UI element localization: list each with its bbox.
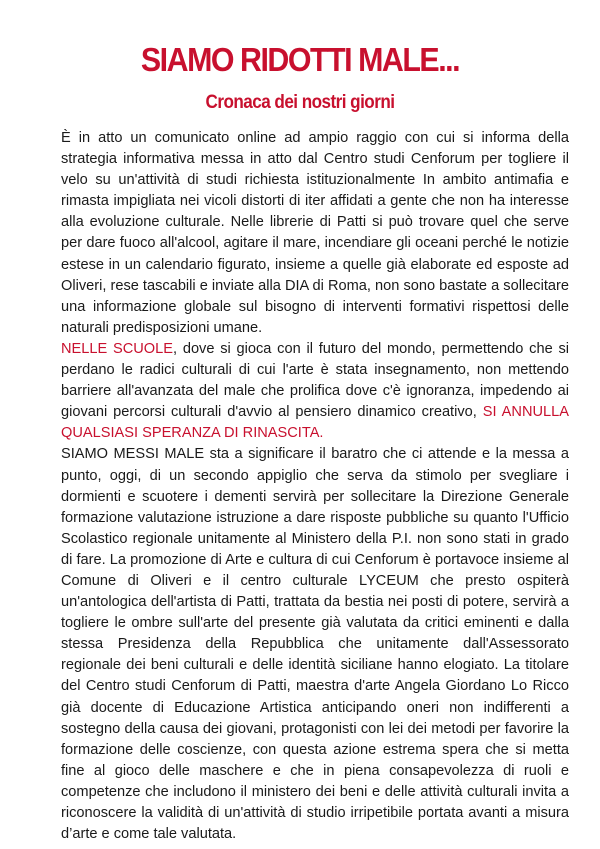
- document-subtitle: Cronaca dei nostri giorni: [205, 92, 395, 113]
- paragraph-intro: È in atto un comunicato online ad ampio raggio con cui si informa della strategia informativa messa in atto dal Centro studi Cenforum per togliere il velo su un'attività di studi richiesta istituzionalmente In ambito antimafia e rimasta impigliata nei vicoli distorti di iter affidati a gente che non ha interesse alla evoluzione culturale. Nelle librerie di Patti si può trovare quel che serve per dare fuoco all'alcool, agitare il mare, incendiare gli oceani perché le notizie estese in un calendario figurato, insieme a quelle già elaborate ed esposte ad Oliveri, rese tascabili e inviate alla DIA di Roma, non sono bastate a sollecitare una informazione globale sul bisogno di interventi formativi rispettosi delle naturali predisposizioni umane.: [61, 130, 569, 336]
- paragraph-schools: [61, 339, 569, 444]
- paragraph-conclusion: SIAMO MESSI MALE sta a significare il baratro che ci attende e la messa a punto, oggi, di un secondo appiglio che serva da stimolo per svegliare i dormienti e scuotere i dementi servirà per sollecitare la Direzione Generale formazione valutazione istruzione a dare risposte pubbliche su quanto l'Ufficio Scolastico regionale unitamente al Ministero della P.I. non sono stati in grado di fare. La promozione di Arte e cultura di cui Cenforum è portavoce insieme al Comune di Oliveri e il centro culturale LYCEUM che presto ospiterà un'antologica dell'artista di Patti, trattata da bestia nei posti di potere, servirà a togliere le ombre sull'arte del presente già valutata da critici eminenti e dalla stessa Presidenza della Repubblica che unitamente dall'Assessorato regionale dei beni culturali e delle identità siciliane hanno elogiato. La titolare del Centro studi Cenforum di Patti, maestra d'arte Angela Giordano Lo Ricco già docente di Educazione Artistica anticipando oneri non indifferenti a sostegno della causa dei giovani, protagonisti con lei dei metodi per favorire la formazione delle coscienze, con questa azione estrema spera che si metta fine al gioco delle maschere e che in piena consapevolezza di ruoli e competenze che includono il ministero dei beni e delle attività culturali invita a riconoscere la validità di un'attività di studio irripetibile portata avanti a misura d’arte e come tale valutata.: [61, 446, 569, 843]
- schools-closing-highlight: SI ANNULLA QUALSIASI SPERANZA DI RINASCITA.: [61, 404, 569, 442]
- schools-highlight: NELLE SCUOLE: [61, 340, 174, 357]
- article-body: [61, 128, 569, 845]
- schools-text: , dove si gioca con il futuro del mondo, permettendo che si perdano le radici culturali di cui l'arte è stata insegnamento, non mettendo barriere all'avanzata del male che prolifica dove c'è ignoranza, impedendo ai giovani percorsi culturali d'avvio al pensiero dinamico creativo,: [61, 340, 569, 421]
- document-title: SIAMO RIDOTTI MALE...: [140, 41, 460, 78]
